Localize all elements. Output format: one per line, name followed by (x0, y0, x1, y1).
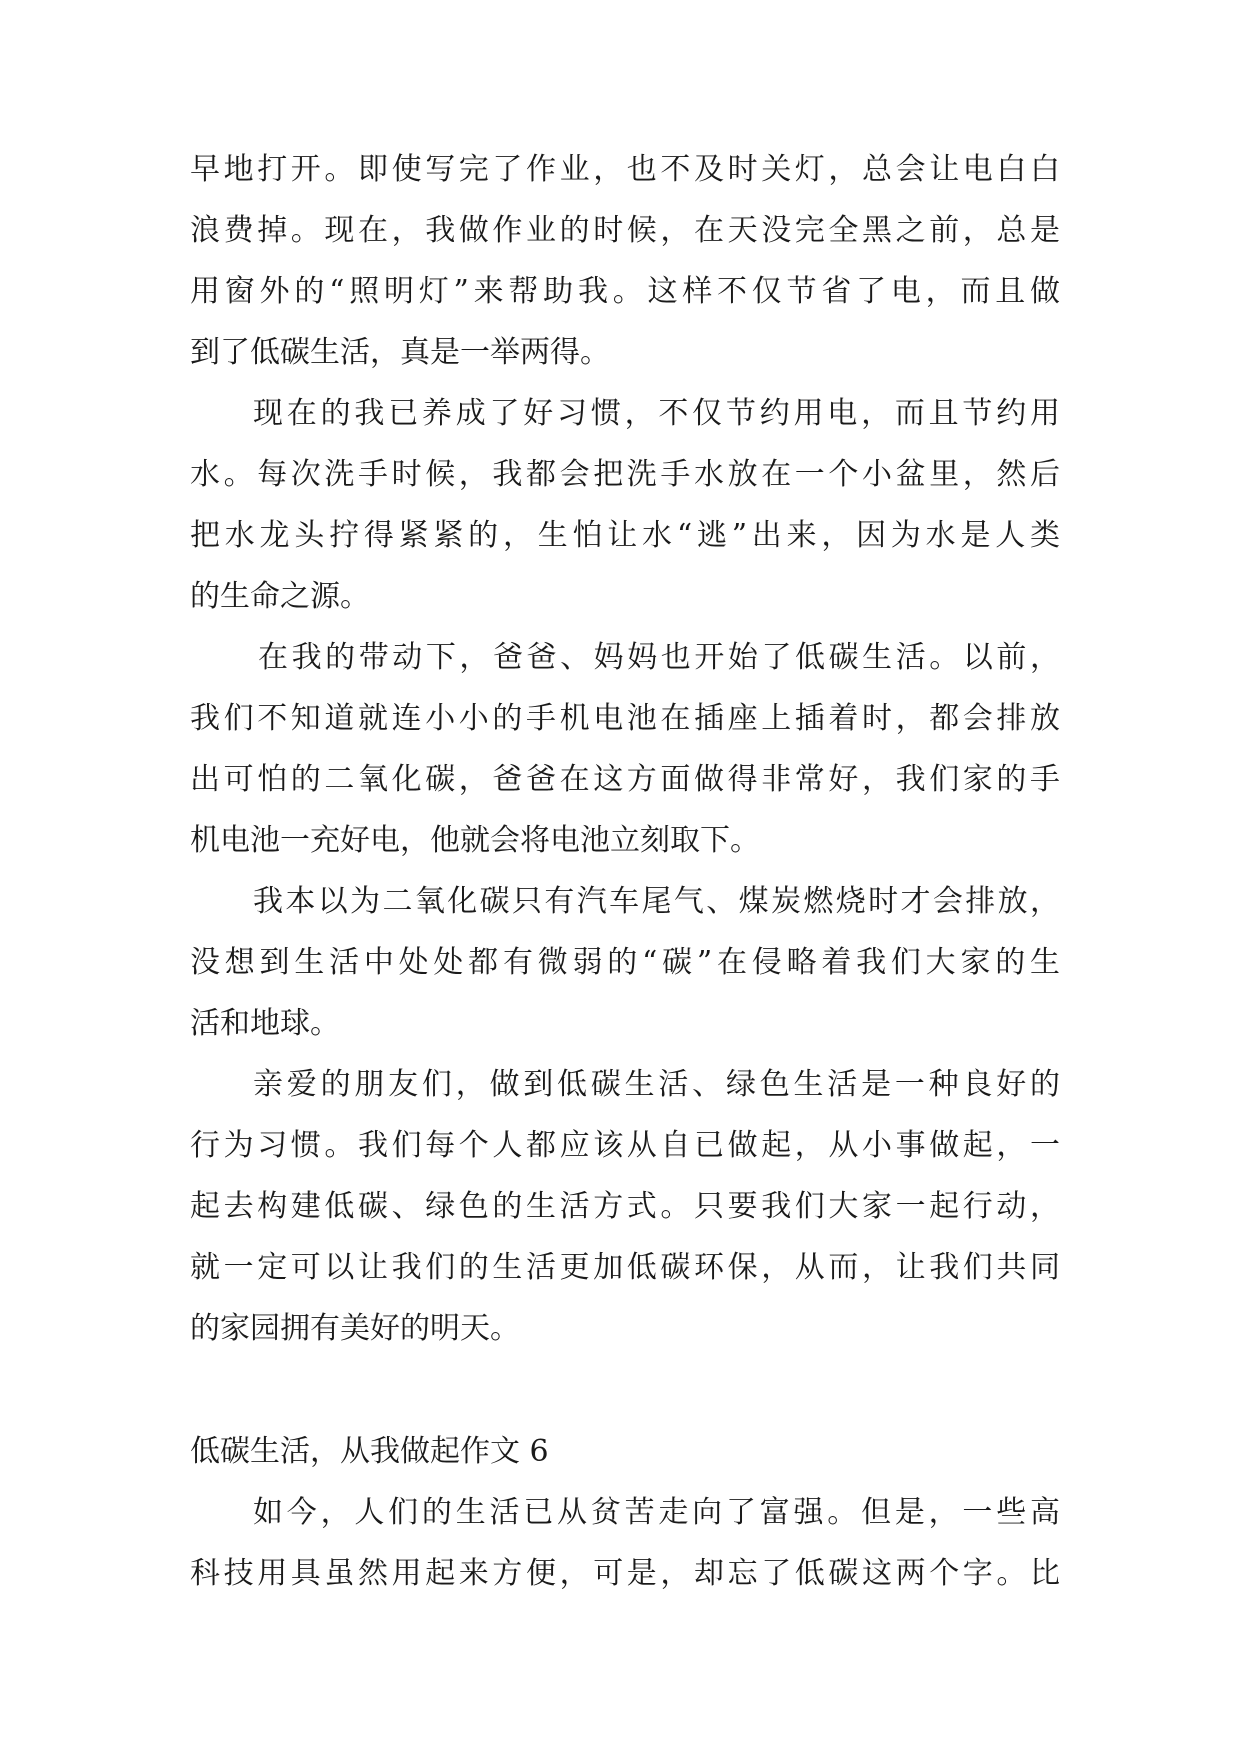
paragraph-line: 行为习惯。我们每个人都应该从自已做起，从小事做起，一 (190, 1128, 1060, 1163)
paragraph-line: 机电池一充好电，他就会将电池立刻取下。 (190, 823, 760, 858)
paragraph-line: 到了低碳生活，真是一举两得。 (190, 335, 610, 370)
paragraph-line: 就一定可以让我们的生活更加低碳环保，从而，让我们共同 (190, 1250, 1060, 1285)
paragraph-line: 起去构建低碳、绿色的生活方式。只要我们大家一起行动， (190, 1189, 1060, 1224)
paragraph-line: 浪费掉。现在，我做作业的时候，在天没完全黑之前，总是 (190, 213, 1060, 248)
paragraph-line: 水。每次洗手时候，我都会把洗手水放在一个小盆里，然后 (190, 457, 1060, 492)
paragraph-line: 用窗外的“照明灯”来帮助我。这样不仅节省了电，而且做 (190, 274, 1060, 309)
paragraph-line: 的生命之源。 (190, 579, 370, 614)
paragraph-line: 出可怕的二氧化碳，爸爸在这方面做得非常好，我们家的手 (190, 762, 1060, 797)
paragraph-line: 在我的带动下，爸爸、妈妈也开始了低碳生活。以前， (258, 640, 1060, 675)
paragraph-line: 把水龙头拧得紧紧的，生怕让水“逃”出来，因为水是人类 (190, 518, 1060, 553)
paragraph-line: 我本以为二氧化碳只有汽车尾气、煤炭燃烧时才会排放， (253, 884, 1060, 919)
paragraph-line: 的家园拥有美好的明天。 (190, 1311, 520, 1346)
section-title: 低碳生活，从我做起作文 6 (190, 1434, 549, 1469)
paragraph-line: 我们不知道就连小小的手机电池在插座上插着时，都会排放 (190, 701, 1060, 736)
paragraph-line: 早地打开。即使写完了作业，也不及时关灯，总会让电白白 (190, 152, 1060, 187)
paragraph-line: 活和地球。 (190, 1006, 340, 1041)
paragraph-line: 科技用具虽然用起来方便，可是，却忘了低碳这两个字。比 (190, 1556, 1060, 1591)
paragraph-line: 亲爱的朋友们，做到低碳生活、绿色生活是一种良好的 (253, 1067, 1060, 1102)
paragraph-line: 如今，人们的生活已从贫苦走向了富强。但是，一些高 (253, 1495, 1060, 1530)
paragraph-line: 现在的我已养成了好习惯，不仅节约用电，而且节约用 (253, 396, 1060, 431)
paragraph-line: 没想到生活中处处都有微弱的“碳”在侵略着我们大家的生 (190, 945, 1060, 980)
